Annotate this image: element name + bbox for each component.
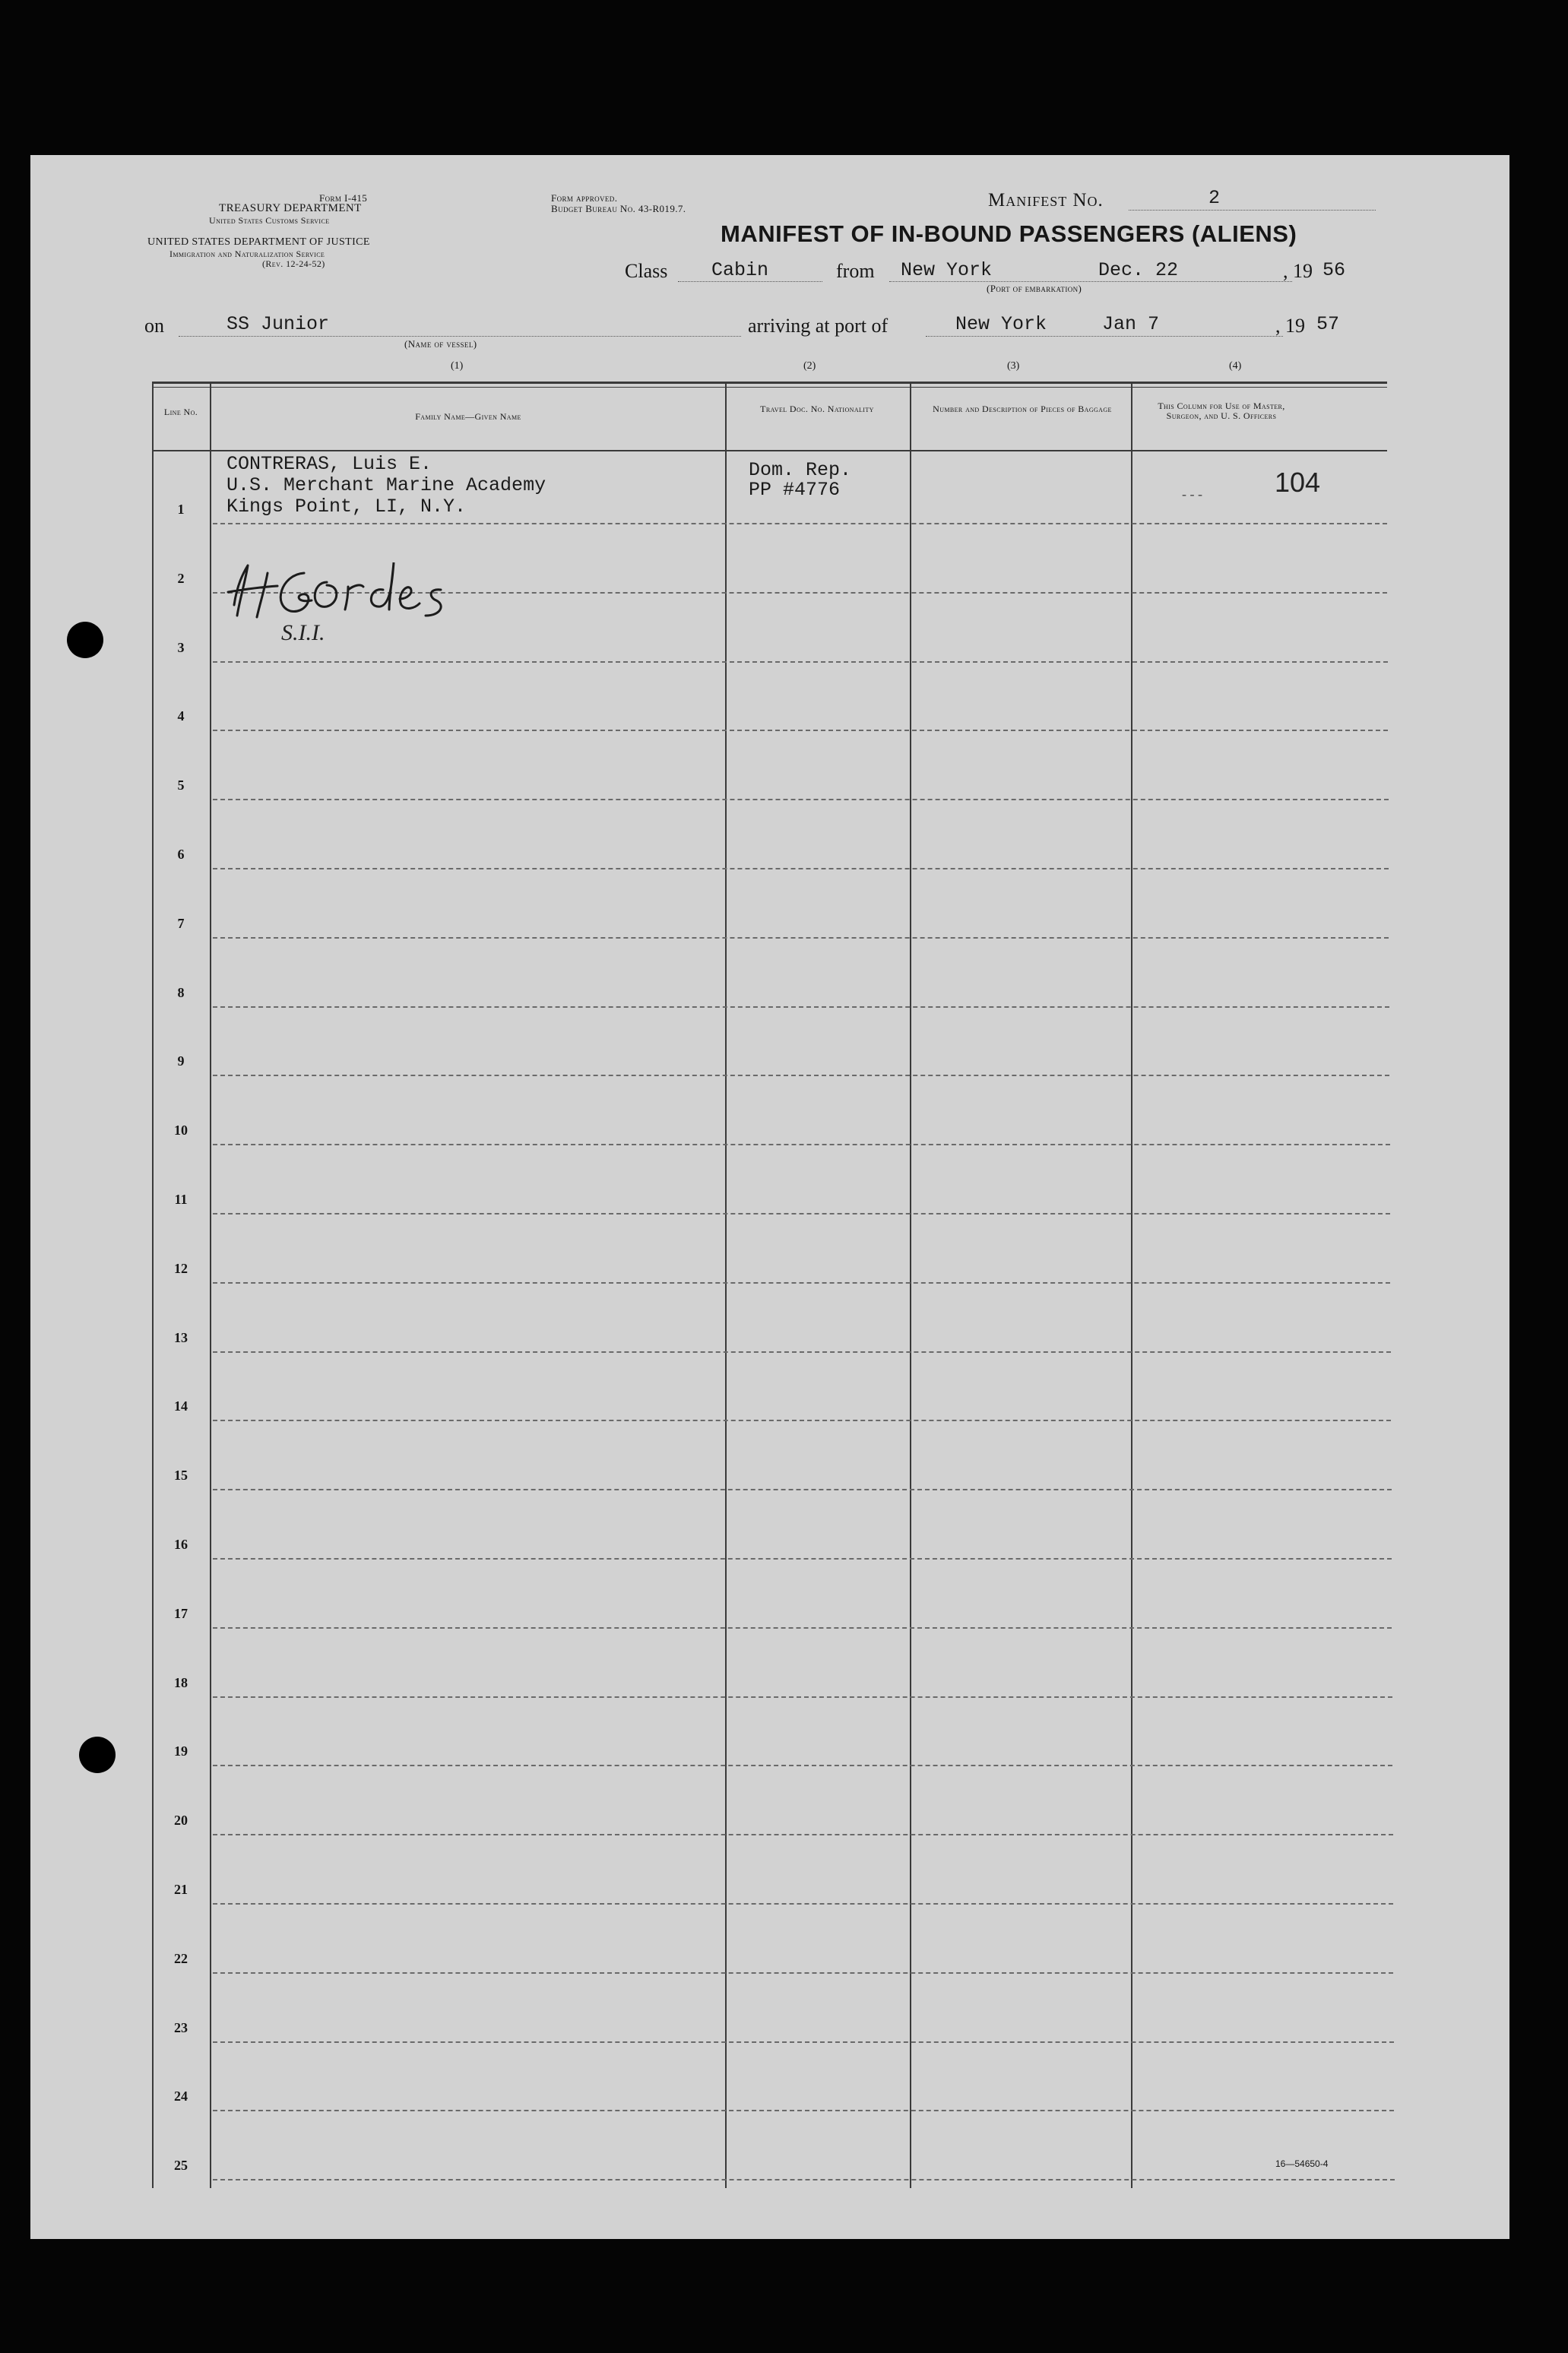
- header-travel-doc: Travel Doc. No. Nationality: [760, 404, 874, 414]
- row-separator: [213, 1006, 1389, 1008]
- arriving-label: arriving at port of: [748, 315, 889, 337]
- arrival-date-value: Jan 7: [1102, 313, 1160, 335]
- row-separator: [213, 1144, 1390, 1145]
- table-left-border: [152, 383, 154, 2188]
- passenger-travel-doc: PP #4776: [749, 479, 841, 501]
- line-number: 25: [174, 2158, 188, 2174]
- justice-dept: UNITED STATES DEPARTMENT OF JUSTICE: [147, 236, 370, 248]
- class-value: Cabin: [711, 259, 769, 281]
- officer-dash: - - -: [1182, 486, 1202, 502]
- line-number: 3: [177, 639, 185, 655]
- form-number: Form I-415: [319, 192, 368, 204]
- line-number: 15: [174, 1468, 188, 1484]
- line-number: 6: [177, 847, 185, 862]
- travel-col-divider: [910, 383, 911, 2188]
- line-number: 19: [174, 1743, 188, 1759]
- baggage-col-divider: [1131, 383, 1132, 2188]
- line-number: 9: [177, 1053, 185, 1069]
- class-label: Class: [625, 260, 668, 282]
- line-number: 14: [174, 1398, 188, 1414]
- line-number: 11: [174, 1192, 188, 1207]
- from-line: [889, 281, 1292, 282]
- line-number: 16: [174, 1537, 188, 1552]
- row-separator: [213, 523, 1387, 524]
- line-number: 20: [174, 1813, 188, 1829]
- vessel-caption: (Name of vessel): [404, 338, 477, 350]
- line-number: 1: [177, 502, 185, 517]
- row-separator: [213, 1765, 1392, 1766]
- budget-bureau: Budget Bureau No. 43-R019.7.: [551, 203, 686, 214]
- header-officers: This Column for Use of Master, Surgeon, and U. S. Officers: [1158, 401, 1285, 421]
- arrival-year-prefix: , 19: [1275, 315, 1305, 337]
- header-name: Family Name—Given Name: [415, 411, 521, 422]
- from-label: from: [836, 260, 875, 282]
- manifest-title: MANIFEST OF IN-BOUND PASSENGERS (ALIENS): [721, 220, 1297, 247]
- arrival-year-suffix: 57: [1316, 313, 1340, 335]
- line-number: 21: [174, 1882, 188, 1897]
- row-separator: [213, 868, 1389, 869]
- row-separator: [213, 1972, 1393, 1974]
- handwritten-note: S.I.I.: [281, 620, 325, 641]
- vessel-value: SS Junior: [226, 313, 330, 335]
- row-separator: [213, 1420, 1391, 1421]
- header-line-no: Line No.: [163, 407, 198, 417]
- officer-number: 104: [1275, 467, 1321, 498]
- line-number: 10: [174, 1123, 188, 1138]
- line-number: 22: [174, 1950, 188, 1966]
- embark-port-value: New York: [901, 259, 993, 281]
- passenger-nationality: Dom. Rep.: [749, 459, 852, 481]
- row-separator: [213, 730, 1388, 731]
- form-code: 16—54650-4: [1275, 2158, 1329, 2169]
- line-number: 12: [174, 1260, 188, 1276]
- line-number: 18: [174, 1674, 188, 1690]
- header-baggage: Number and Description of Pieces of Baggage: [933, 404, 1112, 414]
- punch-hole-upper: [67, 622, 103, 658]
- form-approved: Form approved.: [551, 192, 618, 204]
- row-separator: [213, 1627, 1392, 1629]
- row-separator: [213, 2179, 1395, 2180]
- vessel-line: [179, 336, 741, 337]
- name-col-divider: [725, 383, 727, 2188]
- arrival-port-value: New York: [955, 313, 1047, 335]
- table-top-border: [152, 382, 1387, 384]
- row-separator: [213, 1558, 1392, 1560]
- col-num-3: (3): [1007, 360, 1020, 372]
- row-separator: [213, 1903, 1393, 1905]
- row-separator: [213, 1834, 1393, 1835]
- manifest-no-label: Manifest No.: [988, 190, 1104, 211]
- class-line: [678, 281, 822, 282]
- form-revision: (Rev. 12-24-52): [262, 258, 325, 269]
- row-separator: [213, 2041, 1394, 2043]
- on-label: on: [144, 315, 164, 337]
- row-separator: [213, 1075, 1389, 1076]
- line-number: 8: [177, 984, 185, 1000]
- row-separator: [213, 1282, 1390, 1284]
- line-col-divider: [210, 383, 211, 2188]
- row-separator: [213, 661, 1388, 663]
- line-number: 5: [177, 777, 185, 793]
- year-suffix: 56: [1323, 259, 1346, 281]
- row-separator: [213, 1489, 1392, 1490]
- col-num-4: (4): [1229, 360, 1242, 372]
- port-caption: (Port of embarkation): [987, 283, 1082, 294]
- line-number: 7: [177, 915, 185, 931]
- line-number: 4: [177, 708, 185, 724]
- line-number: 23: [174, 2019, 188, 2035]
- ins-service: Immigration and Naturalization Service: [169, 249, 325, 259]
- row-separator: [213, 1696, 1392, 1698]
- col-num-1: (1): [451, 360, 464, 372]
- punch-hole-lower: [79, 1737, 116, 1773]
- arrival-year-prefix-text: 19: [1285, 315, 1305, 337]
- row-separator: [213, 2110, 1394, 2111]
- passenger-address-1: U.S. Merchant Marine Academy: [226, 474, 546, 496]
- col-num-2: (2): [803, 360, 816, 372]
- embark-date-value: Dec. 22: [1098, 259, 1179, 281]
- line-number: 17: [174, 1605, 188, 1621]
- manifest-no-line: [1129, 210, 1376, 211]
- table-top-inner-border: [152, 387, 1387, 388]
- row-separator: [213, 937, 1389, 939]
- line-number: 24: [174, 2089, 188, 2104]
- handwritten-signature: [220, 550, 509, 641]
- passenger-address-2: Kings Point, LI, N.Y.: [226, 496, 467, 518]
- line-number: 13: [174, 1329, 188, 1345]
- customs-service: United States Customs Service: [209, 215, 330, 226]
- manifest-sheet: [30, 155, 1509, 2239]
- passenger-name: CONTRERAS, Luis E.: [226, 453, 432, 475]
- manifest-no-value: 2: [1208, 187, 1221, 209]
- row-separator: [213, 799, 1389, 800]
- arrival-line: [926, 336, 1283, 337]
- year-prefix-text: 19: [1293, 260, 1313, 282]
- treasury-dept: TREASURY DEPARTMENT: [219, 202, 362, 214]
- header-bottom-border: [152, 450, 1387, 451]
- row-separator: [213, 1351, 1391, 1353]
- year-prefix: , 19: [1283, 260, 1313, 282]
- row-separator: [213, 1213, 1390, 1215]
- line-number: 2: [177, 570, 185, 586]
